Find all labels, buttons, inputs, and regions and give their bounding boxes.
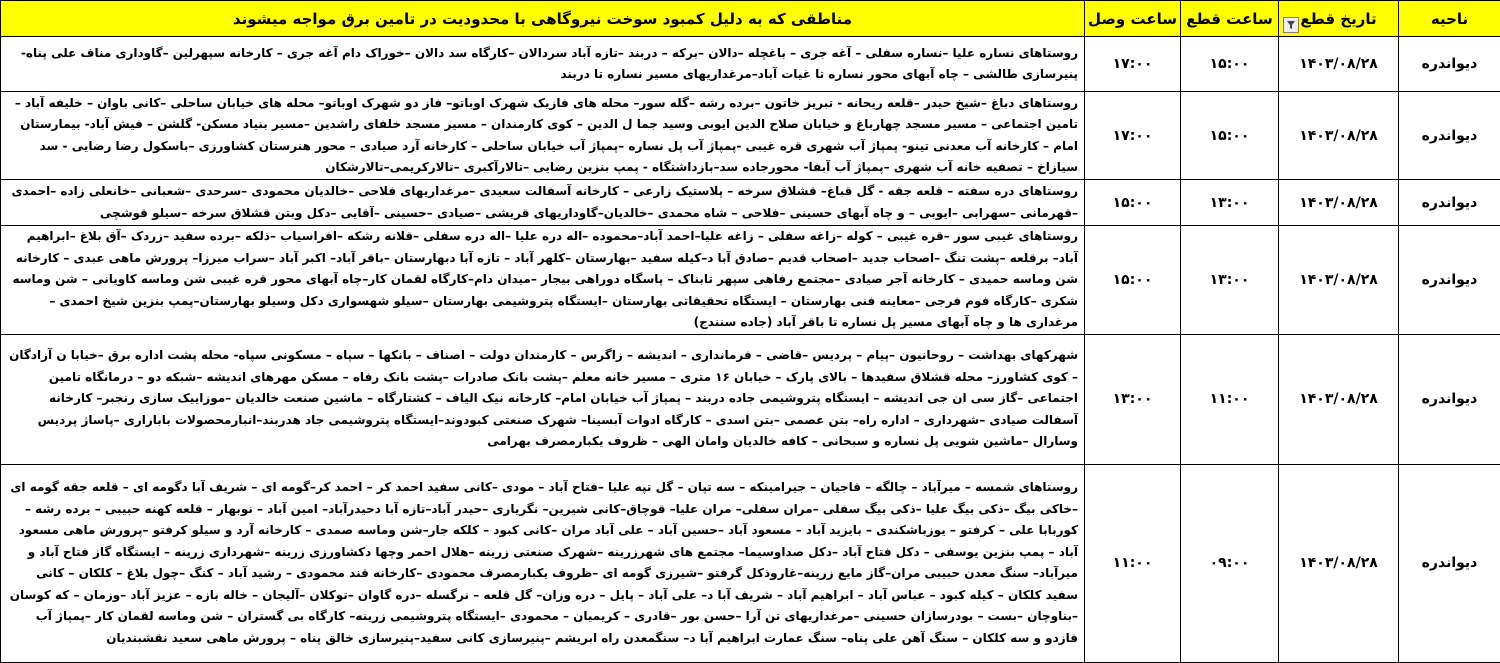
connect-time-cell: ۱۵:۰۰ (1085, 180, 1181, 226)
areas-cell: روستاهای نساره علیا –نساره سفلی – آغه جری – باغچله –دالان –برکه – دربند –تازه آباد سردالان –کارگاه سد دالان –خوراک دام آغه جری – کارخانه سپهرلین –گاوداری مناف علی پناه-پنیرسازی طالشی – چاه آبهای محور نساره تا غیات آباد–مرغداریهای مسیر نساره تا دربند (1, 37, 1085, 92)
areas-cell: شهرکهای بهداشت – روحانیون –پیام – پردیس –قاضی – فرمانداری – اندیشه – زاگرس – کارمندان دولت – اصناف – بانکها – سپاه – مسکونی سپاه- محله پشت اداره برق –خیابا ن آزادگان – کوی کشاورز– محله قشلاق سفیدها – بالای پارک – خیابان ۱۶ متری – مسیر خانه معلم –پشت بانک صادرات –پشت بانک رفاه – مسکن مهرهای اندیشه –شبکه دو – درمانگاه تامین اجتماعی –گاز سی ان جی اندیشه – ایستگاه پتروشیمی جاده دربند – پمپاژ آب خیابان امام– کارخانه نیک الیاف – کشتارگاه – ماشین صنعت خالدیان –موزاییک سازی رنجبر– کارخانه آسفالت صیادی –شهرداری – اداره راه– بتن عصمی –بتن اسدی – کارگاه ادوات آبسینا– شهرک صنعتی کبودوند–ایستگاه پتروشیمی جاد هدربند–انبارمحصولات باباراری –پاساژ پردیس وسارال –ماشین شویی پل نساره و سبحانی – کافه خالدیان وامان الهی – ظروف یکبارمصرف بهرامی (1, 334, 1085, 464)
cut-time-cell: ۱۱:۰۰ (1181, 334, 1279, 464)
filter-dropdown-icon[interactable] (1283, 17, 1299, 33)
table-row (1, 226, 1500, 335)
region-cell: دیواندره (1399, 226, 1500, 335)
areas-cell: روستاهای شمسه – میرآباد – چالگه – قاجیان – جیرامینکه – سه تپان – گل تپه علیا –فتاح آباد – مودی –کانی سفید احمد کر – احمد کر–گومه ای – شریف آبا دگومه ای – قلعه جقه گومه ای –خاکی بیگ –ذکی بیگ علیا –ذکی بیگ سفلی –مران سفلی– مران علیا– قوچاق–کانی شیرین– نگریاری –حیدر آباد–تازه آبا دحیدرآباد– امین آباد – نوبهار – قلعه کهنه حبیبی – برده رشه –کوربابا علی – کرفتو – یوزباشکندی – بایزید آباد – مسعود آباد –حسین آباد – علی آباد مران –کانی کبود – کلکه جار–شن وماسه صمدی – کارخانه آرد و سیلو کرفتو –پرورش ماهی مسعود آباد – پمپ بنزین یوسفی – دکل فتاح آباد –دکل صداوسیما– مجتمع های شهرزرینه –شهرک صنعتی زرینه –هلال احمر وچها دکشاورزی زرینه –شهرداری زرینه – ایستگاه گاز فتاح آباد و میرآباد– سنگ معدن حبیبی مران–گاز مایع زرینه–غاروذکل گرفتو –شیرزی گومه ای –ظروف یکبارمصرف محمودی –کارخانه قند محمودی – رشید آباد – کنگ –چول بلاغ – کلکان – کانی سفید کلکان – کیله کبود – عباس آباد – ابراهیم آباد – شریف آبا د– علی آباد – پایل – دره وزان– گل قلعه – نرگسله –دره گاوان –توکلان –آلیجان – خاله بازه – عزیز آباد –وزمان – که کوسان –بناوچان –بست – بودرسازان حسینی –مرغداریهای تن آرا –حسن بور –قادری – کریمیان – محمودی –ایستگاه پتروشیمی زرینه– کارگاه بی گستران – شن وماسه لقمان کار –پمپاژ آب فازدو و سه کلکان – سنگ آهن علی پناه– سنگ عمارت ابراهیم آبا د– سنگمعدن راه ابریشم –پنیرسازی کانی سفید–پنیرسازی خالق پناه – پرورش ماهی سعید نقشبندیان (1, 464, 1085, 662)
areas-cell: روستاهای دباغ –شیخ حیدر –قلعه ریحانه - تبریز خاتون –برده رشه –گله سور– محله های فازیک شهرک اوباتو– فاز دو شهرک اوباتو– محله های خیابان ساحلی –کانی باوان – خلیفه آباد –تامین اجتماعی – مسیر مسجد چهارباغ و خیابان صلاح الدین ایوبی وسید جما ل الدین – کوی کارمندان – مسیر مسجد خلفای راشدین –مسیر بنیاد مسکن- گلشن – فیش آباد- بیمارستان امام – کارخانه آب معدنی تینو- پمپاژ آب شهری قره غیبی -پمپاژ آب پل نساره –پمپاژ آب خیابان ساحلی – کارخانه آرد صیادی – محور هنرستان کشاورزی –باسکول رضا رضایی - سد سیازاخ – تصفیه خانه آب شهری –پمپاژ آب آبفا- محورجاده سد–بازداشتگاه - پمپ بنزین رضایی –تالارآکبری –تالارکریمی–تالارشکان (1, 92, 1085, 180)
date-cell: ۱۴۰۳/۰۸/۲۸ (1279, 226, 1399, 335)
table-row (1, 334, 1500, 464)
connect-time-cell: ۱۱:۰۰ (1085, 464, 1181, 662)
region-cell: دیواندره (1399, 37, 1500, 92)
connect-time-cell: ۱۷:۰۰ (1085, 37, 1181, 92)
region-cell: دیواندره (1399, 180, 1500, 226)
areas-cell: روستاهای غیبی سور –قره غیبی – کوله –زاغه سفلی – زاغه علیا–احمد آباد–محموده –اله دره علیا –اله دره سفلی –قلانه رشکه –افراسیاب –ذلکه –برده سفید –زردک –آق بلاغ –ابراهیم آباد– برقلعه –پشت تنگ –اصحاب جدید –اصحاب قدیم –صادق آبا د–کیله سفید –بهارستان –کلهر آباد – تازه آبا دبهارستان –باقر آباد– اکبر آباد –سراب میرزا– پرورش ماهی عبدی – کارخانه شن وماسه حمیدی – کارخانه آجر صیادی –مجتمع رفاهی سپهر تابناک – پاسگاه دوراهی بیجار –میدان دام–کارگاه لقمان کار–چاه آبهای محور قره غیبی شن وماسه کاویانی – شن وماسه شکری –کارگاه فوم فرجی –معاینه فنی بهارستان – ایستگاه تحقیقاتی بهارستان –ایستگاه پتروشیمی بهارستان –سیلو شهسواری دکل وسیلو بهارستان–پمپ بنزین شیخ احمدی –مرغداری ها و چاه آبهای مسیر پل نساره تا باقر آباد (جاده سنندج) (1, 226, 1085, 335)
connect-time-cell: ۱۳:۰۰ (1085, 334, 1181, 464)
header-row (1, 1, 1500, 37)
date-cell: ۱۴۰۳/۰۸/۲۸ (1279, 464, 1399, 662)
table-row (1, 92, 1500, 180)
cut-time-cell: ۱۵:۰۰ (1181, 92, 1279, 180)
header-cut-time: ساعت قطع (1181, 1, 1279, 37)
region-cell: دیواندره (1399, 464, 1500, 662)
areas-cell: روستاهای دره سفته – قلعه جقه - گل قباغ– قشلاق سرخه – پلاستیک زارعی – کارخانه آسفالت سعیدی –مرغداریهای فلاحی –خالدیان محمودی –سرحدی –شعبانی –خانعلی زاده –احمدی –قهرمانی –سهرابی –ایوبی – و چاه آبهای حسینی –فلاحی – شاه محمدی –خالدیان–گاوداریهای قریشی –صیادی –حسینی –آقایی –دکل وبتن قشلاق سرخه –سیلو قوشچی (1, 180, 1085, 226)
date-cell: ۱۴۰۳/۰۸/۲۸ (1279, 37, 1399, 92)
header-region: ناحیه (1399, 1, 1500, 37)
cut-time-cell: ۱۵:۰۰ (1181, 37, 1279, 92)
date-cell: ۱۴۰۳/۰۸/۲۸ (1279, 180, 1399, 226)
date-cell: ۱۴۰۳/۰۸/۲۸ (1279, 334, 1399, 464)
header-areas: مناطقی که به دلیل کمبود سوخت نیروگاهی با محدودیت در تامین برق مواجه میشوند (1, 1, 1085, 37)
region-cell: دیواندره (1399, 92, 1500, 180)
table-row (1, 464, 1500, 662)
cut-time-cell: ۱۳:۰۰ (1181, 226, 1279, 335)
region-cell: دیواندره (1399, 334, 1500, 464)
cut-time-cell: ۰۹:۰۰ (1181, 464, 1279, 662)
header-connect-time: ساعت وصل (1085, 1, 1181, 37)
connect-time-cell: ۱۵:۰۰ (1085, 226, 1181, 335)
cut-time-cell: ۱۳:۰۰ (1181, 180, 1279, 226)
connect-time-cell: ۱۷:۰۰ (1085, 92, 1181, 180)
table-row (1, 180, 1500, 226)
date-cell: ۱۴۰۳/۰۸/۲۸ (1279, 92, 1399, 180)
header-date (1279, 1, 1399, 37)
header-date-label: تاریخ قطع (1300, 10, 1376, 28)
table-row (1, 37, 1500, 92)
